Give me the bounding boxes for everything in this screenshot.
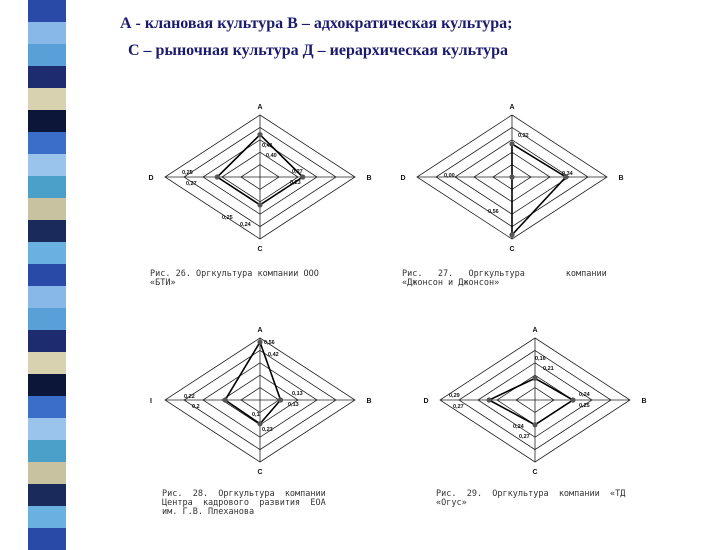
data-label: 0,23 — [262, 427, 273, 433]
data-point — [257, 421, 262, 426]
chart-4-caption: Рис. 29. Оргкультура компании «ТД «Огус» — [436, 489, 626, 508]
data-point — [509, 141, 514, 146]
strip-cell — [28, 506, 66, 528]
data-label: 0,24 — [579, 392, 590, 398]
data-label: 0,25 — [579, 403, 590, 409]
data-label: 0,00 — [444, 173, 455, 179]
data-point — [570, 397, 575, 402]
data-label: 0,56 — [264, 340, 275, 346]
axis-label-c: C — [257, 469, 263, 476]
strip-cell — [28, 220, 66, 242]
strip-cell — [28, 132, 66, 154]
data-label: 0,42 — [268, 352, 279, 358]
data-point — [223, 397, 228, 402]
data-label: 0,23 — [290, 180, 301, 186]
strip-cell — [28, 374, 66, 396]
data-label: 0,27 — [186, 181, 197, 187]
strip-cell — [28, 308, 66, 330]
strip-cell — [28, 396, 66, 418]
axis-label-d: D — [400, 175, 406, 182]
data-point — [257, 202, 262, 207]
data-point — [257, 132, 262, 137]
axis-label-c: C — [509, 246, 515, 253]
axis-label-b: B — [366, 175, 372, 182]
axis-label-c: C — [257, 246, 263, 253]
axis-label-a: A — [532, 327, 538, 334]
strip-cell — [28, 484, 66, 506]
data-point — [486, 397, 491, 402]
data-label: 0,27 — [453, 404, 464, 410]
axis-label-b: B — [641, 398, 647, 405]
axis-label-b: B — [618, 175, 624, 182]
strip-cell — [28, 44, 66, 66]
radar-chart-3 — [140, 318, 380, 488]
strip-cell — [28, 440, 66, 462]
chart-2-caption: Рис. 27. Оргкультура компании «Джонсон и Джонсон» — [402, 269, 607, 288]
data-point — [532, 422, 537, 427]
data-label: 0,32 — [518, 133, 529, 139]
strip-cell — [28, 286, 66, 308]
strip-cell — [28, 528, 66, 550]
axis-label-a: A — [257, 327, 263, 334]
strip-cell — [28, 242, 66, 264]
strip-cell — [28, 264, 66, 286]
axis-label-a: A — [509, 104, 515, 111]
strip-cell — [28, 198, 66, 220]
axis-label-c: C — [532, 469, 538, 476]
data-label: 0,25 — [182, 170, 193, 176]
radar-chart-4 — [415, 318, 655, 488]
strip-cell — [28, 66, 66, 88]
chart-1-caption: Рис. 26. Оргкультура компании ООО «БТИ» — [150, 269, 319, 288]
data-label: 0,27 — [292, 169, 303, 175]
data-label: 0,13 — [292, 391, 303, 397]
data-label: 0,16 — [535, 356, 546, 362]
data-label: 0,21 — [543, 366, 554, 372]
data-label: 0,25 — [222, 215, 233, 221]
radar-chart-1 — [140, 95, 380, 265]
strip-cell — [28, 88, 66, 110]
strip-cell — [28, 418, 66, 440]
data-label: 0,13 — [288, 402, 299, 408]
title-line-1: А - клановая культура В – адхократическая культура; — [120, 15, 513, 32]
data-series-line — [489, 378, 573, 425]
data-label: 0,24 — [240, 222, 251, 228]
strip-cell — [28, 176, 66, 198]
title-line-2: С – рыночная культура Д – иерархическая культура — [128, 42, 508, 59]
data-point — [278, 397, 283, 402]
data-point — [257, 340, 262, 345]
data-point — [532, 376, 537, 381]
strip-cell — [28, 110, 66, 132]
data-point — [509, 232, 514, 237]
chart-3-caption: Рис. 28. Оргкультура компании Центра кадрового развития ЕОА им. Г.В. Плеханова — [162, 489, 326, 517]
strip-cell — [28, 154, 66, 176]
data-label: 0,1 — [252, 412, 260, 418]
axis-label-i: I — [150, 398, 152, 405]
decorative-color-strip — [28, 0, 66, 540]
data-point — [509, 174, 514, 179]
data-label: 0,41 — [262, 143, 273, 149]
data-label: 0,24 — [513, 424, 524, 430]
data-label: 0,34 — [562, 171, 573, 177]
axis-label-b: B — [366, 398, 372, 405]
strip-cell — [28, 352, 66, 374]
data-point — [215, 174, 220, 179]
strip-cell — [28, 330, 66, 352]
data-label: 0,56 — [488, 209, 499, 215]
strip-cell — [28, 22, 66, 44]
strip-cell — [28, 0, 66, 22]
axis-label-d: D — [423, 398, 429, 405]
axis-label-a: A — [257, 104, 263, 111]
radar-chart-2 — [392, 95, 632, 265]
data-label: 0,22 — [184, 394, 195, 400]
data-label: 0,27 — [519, 434, 530, 440]
axis-label-d: D — [148, 175, 154, 182]
data-label: 0,29 — [449, 393, 460, 399]
data-label: 0,2 — [192, 404, 200, 410]
strip-cell — [28, 462, 66, 484]
data-point — [300, 174, 305, 179]
data-label: 0,40 — [266, 153, 277, 159]
